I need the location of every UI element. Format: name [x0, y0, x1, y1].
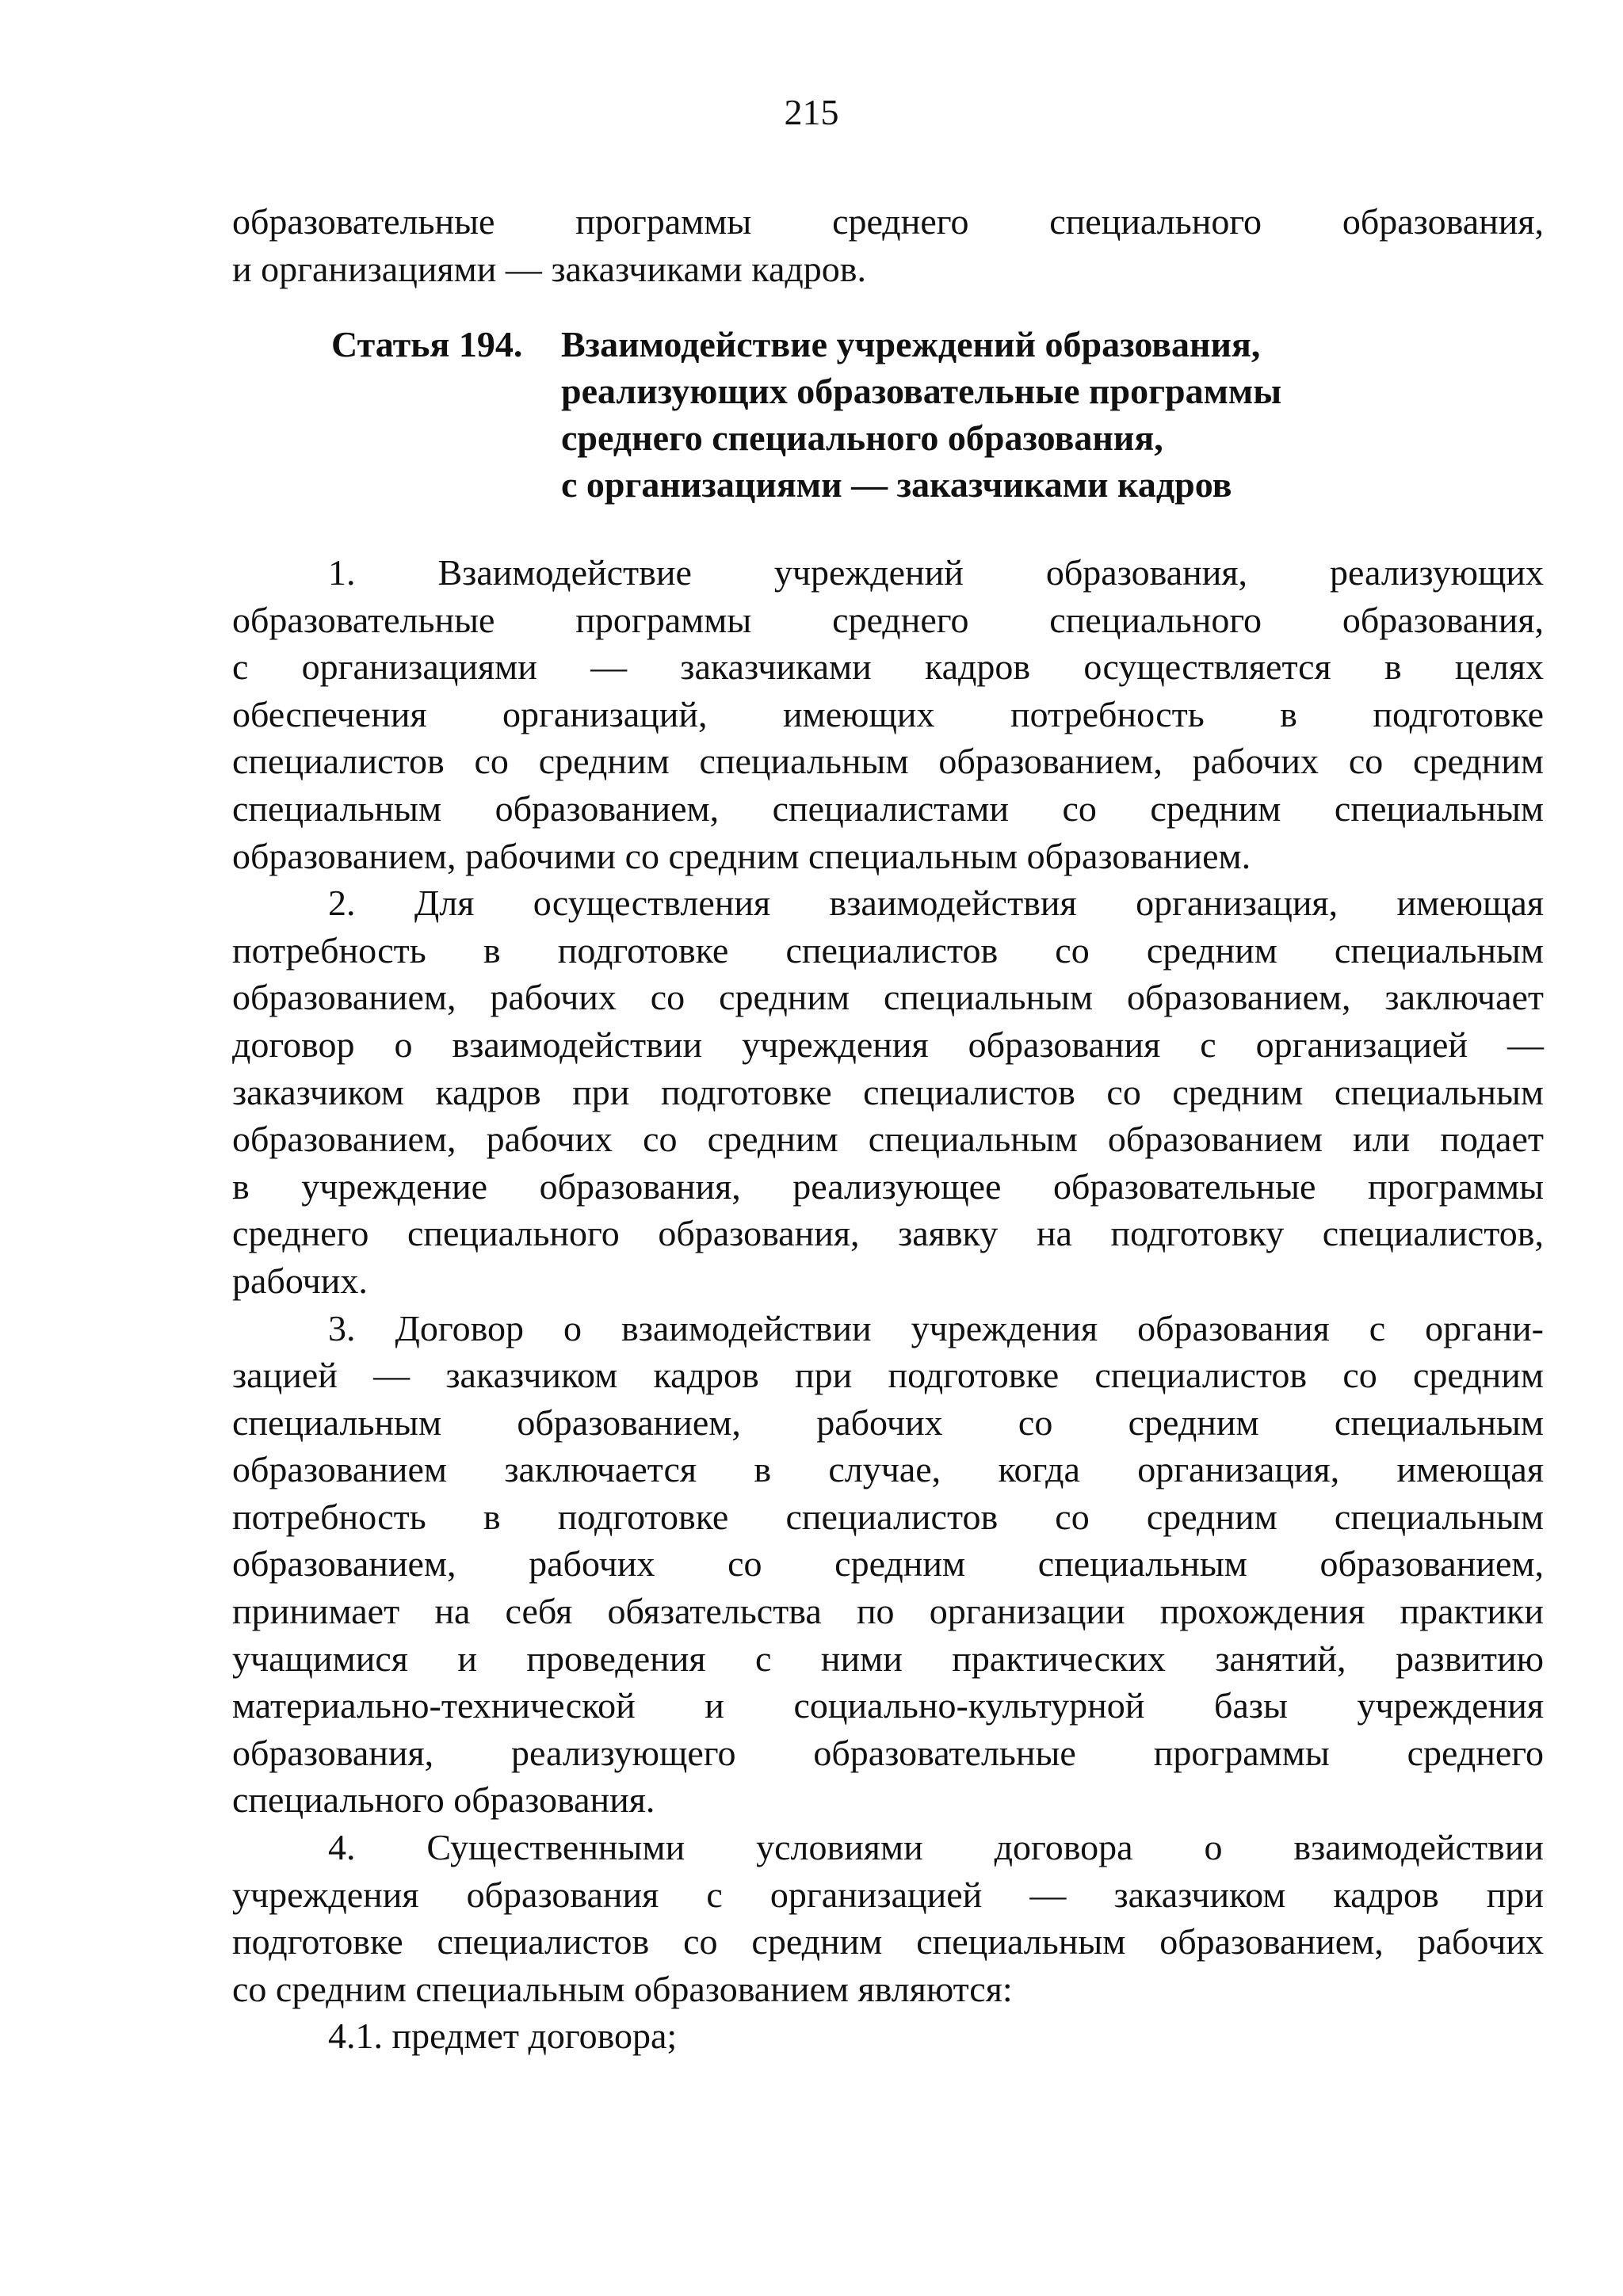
- text-line: образованием, рабочих со средним специальным образованием,: [232, 1543, 1544, 1585]
- article-title-line: с организациями — заказчиками кадров: [561, 464, 1232, 505]
- text-line: рабочих.: [232, 1260, 368, 1301]
- paragraph-4-first-line: 4. Существенными условиями договора о взаимодействии: [328, 1827, 1544, 1868]
- text-line: материально-технической и социально-культурной базы учреждения: [232, 1685, 1544, 1726]
- text-line: образовательные программы среднего специального образования,: [232, 201, 1544, 242]
- text-line: потребность в подготовке специалистов со средним специальным: [232, 929, 1544, 971]
- text-line: специалистов со средним специальным образованием, рабочих со средним: [232, 741, 1544, 782]
- text-line: среднего специального образования, заявку на подготовку специалистов,: [232, 1213, 1544, 1254]
- text-line: принимает на себя обязательства по организации прохождения практики: [232, 1591, 1544, 1632]
- text-line: потребность в подготовке специалистов со средним специальным: [232, 1496, 1544, 1537]
- article-label: Статья 194.: [331, 324, 523, 364]
- page-number: 215: [784, 92, 839, 132]
- text-line: обеспечения организаций, имеющих потребность в подготовке: [232, 693, 1544, 734]
- text-line: образовательные программы среднего специального образования,: [232, 599, 1544, 640]
- text-line: специального образования.: [232, 1779, 655, 1821]
- subitem-4-1: 4.1. предмет договора;: [328, 2016, 678, 2057]
- article-title: [561, 321, 1281, 508]
- article-title-line: реализующих образовательные программы: [561, 371, 1282, 411]
- text-line: специальным образованием, специалистами со средним специальным: [232, 788, 1544, 829]
- text-line: с организациями — заказчиками кадров осуществляется в целях: [232, 646, 1544, 688]
- text-line: учащимися и проведения с ними практических занятий, развитию: [232, 1638, 1544, 1679]
- text-line: зацией — заказчиком кадров при подготовке специалистов со средним: [232, 1355, 1544, 1396]
- text-line: специальным образованием, рабочих со средним специальным: [232, 1402, 1544, 1443]
- text-line: договор о взаимодействии учреждения образования с организацией —: [232, 1024, 1544, 1065]
- text-line: подготовке специалистов со средним специальным образованием, рабочих: [232, 1921, 1544, 1962]
- article-body: [232, 549, 1544, 2060]
- text-line: и организациями — заказчиками кадров.: [232, 248, 866, 289]
- text-line: заказчиком кадров при подготовке специалистов со средним специальным: [232, 1071, 1544, 1112]
- text-line: образованием заключается в случае, когда организация, имеющая: [232, 1449, 1544, 1490]
- article-title-line: Взаимодействие учреждений образования,: [561, 324, 1261, 364]
- text-line: образования, реализующего образовательные программы среднего: [232, 1732, 1544, 1773]
- text-line: в учреждение образования, реализующее образовательные программы: [232, 1165, 1544, 1207]
- text-line: со средним специальным образованием являются:: [232, 1968, 1013, 2009]
- lead-paragraph: [232, 198, 1544, 292]
- paragraph-1-first-line: 1. Взаимодействие учреждений образования, реализующих: [328, 552, 1544, 593]
- paragraph-3-first-line: 3. Договор о взаимодействии учреждения образования с органи-: [328, 1307, 1544, 1348]
- text-line: образованием, рабочими со средним специальным образованием.: [232, 835, 1251, 876]
- paragraph-2-first-line: 2. Для осуществления взаимодействия организация, имеющая: [328, 883, 1544, 924]
- article-heading: [331, 321, 1281, 508]
- article-title-line: среднего специального образования,: [561, 418, 1163, 458]
- text-line: образованием, рабочих со средним специальным образованием, заключает: [232, 977, 1544, 1018]
- text-line: учреждения образования с организацией — заказчиком кадров при: [232, 1874, 1544, 1915]
- text-line: образованием, рабочих со средним специальным образованием или подает: [232, 1119, 1544, 1160]
